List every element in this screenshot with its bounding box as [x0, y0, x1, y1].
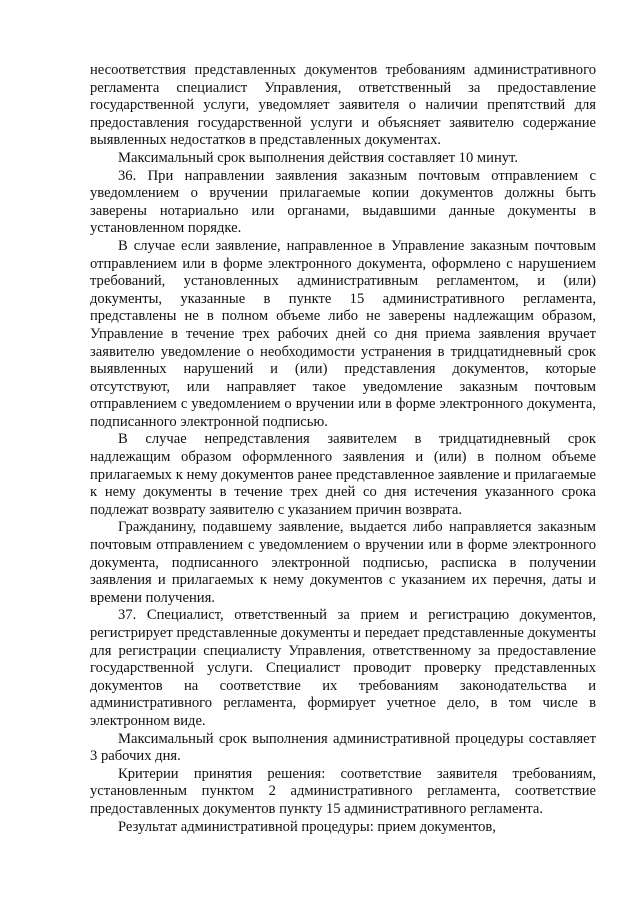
paragraph-case-improper-application: В случае если заявление, направленное в Управление заказным почтовым отправлением или в форме электронного документа, оформлено с нарушением требований, установленных административным регламентом, и (или) документы, указанные в пункте 15 административного регламента, представлены не в полном объеме либо не заверены надлежащим образом, Управление в течение трех рабочих дней со дня приема заявления вручает заявителю уведомление о необходимости устранения в тридцатидневный срок выявленных нарушений и (или) представления документов, которые отсутствуют, или направляет такое уведомление заказным почтовым отправлением с уведомлением о вручении или в форме электронного документа, подписанного электронной подписью.: [90, 237, 596, 430]
document-page: [90, 62, 596, 836]
paragraph-case-nonsubmission: В случае непредставления заявителем в тридцатидневный срок надлежащим образом оформленного заявления и (или) в полном объеме прилагаемых к нему документов ранее представленное заявление и прилагаемые к нему документы в течение трех дней со дня истечения указанного срока подлежат возврату заявителю с указанием причин возврата.: [90, 431, 596, 518]
paragraph-citizen-receipt: Гражданину, подавшему заявление, выдается либо направляется заказным почтовым отправлением с уведомлением о вручении или в форме электронного документа, подписанного электронной подписью, расписка в получении заявления и прилагаемых к нему документов с указанием их перечня, даты и времени получения.: [90, 519, 596, 606]
paragraph-max-time-10-minutes: Максимальный срок выполнения действия составляет 10 минут.: [118, 149, 518, 166]
paragraph-decision-criteria: Критерии принятия решения: соответствие заявителя требованиям, установленным пунктом 2 административного регламента, соответствие предоставленных документов пункту 15 административного регламента.: [90, 765, 596, 817]
paragraph-37: 37. Специалист, ответственный за прием и регистрацию документов, регистрирует представленные документы и передает представленные документы для регистрации специалисту Управления, ответственному за предоставление государственной услуги. Специалист проводит проверку представленных документов на соответствие их требованиям законодательства и административного регламента, формирует учетное дело, в том числе в электронном виде.: [90, 607, 596, 729]
paragraph-continuation: несоответствия представленных документов требованиям административного регламента специалист Управления, ответственный за предоставление государственной услуги, уведомляет заявителя о наличии препятствий для предоставления государственной услуги и объясняет заявителю содержание выявленных недостатков в представленных документах.: [90, 62, 596, 149]
paragraph-36: 36. При направлении заявления заказным почтовым отправлением с уведомлением о вручении прилагаемые копии документов должны быть заверены нотариально или органами, выдавшими данные документы в установленном порядке.: [90, 167, 596, 237]
paragraph-result: Результат административной процедуры: прием документов,: [118, 818, 496, 835]
paragraph-max-time-3-days: Максимальный срок выполнения административной процедуры составляет 3 рабочих дня.: [90, 730, 596, 765]
